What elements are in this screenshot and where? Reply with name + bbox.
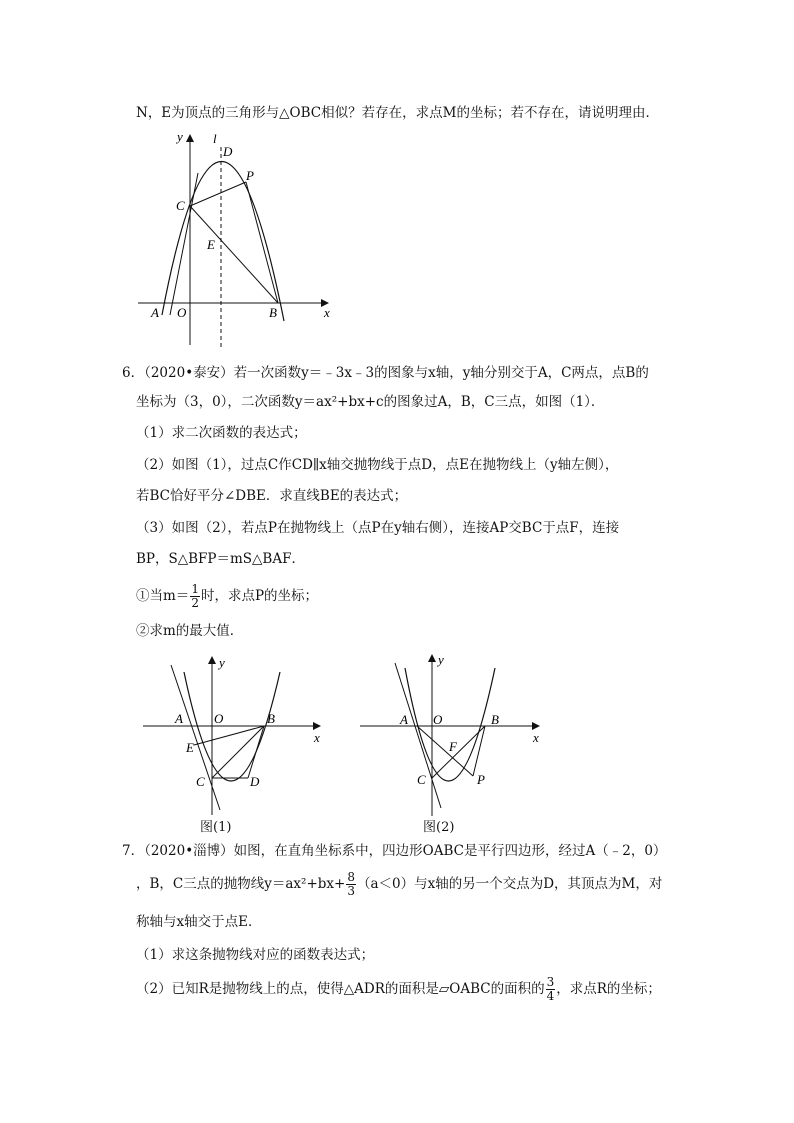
fig2-label-f: F xyxy=(449,739,457,754)
q6-sub2-text: 求m的最大值． xyxy=(149,623,244,639)
figure-1-svg xyxy=(138,650,338,835)
label-b: B xyxy=(269,305,277,320)
q7-line1: 7．（2020•淄博）如图，在直角坐标系中，四边形OABC是平行四边形，经过A（﹣2，0） xyxy=(122,843,667,859)
q6-part3a: （3）如图（2），若点P在抛物线上（点P在y轴右侧），连接AP交BC于点F，连接 xyxy=(136,520,620,536)
fig1-label-e: E xyxy=(186,740,194,755)
label-c: C xyxy=(176,198,185,213)
label-x: x xyxy=(324,305,330,320)
label-e: E xyxy=(207,237,215,252)
line-ac xyxy=(170,173,198,315)
fig1-label-o: O xyxy=(214,711,224,726)
q7-part2-pre: （2）已知R是抛物线上的点，使得△ADR的面积是▱OABC的面积的 xyxy=(136,981,545,997)
fig1-label-b: B xyxy=(267,711,275,726)
q7-part2-post: ，求点R的坐标； xyxy=(556,981,661,997)
fig2-parabola xyxy=(405,668,495,781)
q6-sub1-mark: ① xyxy=(136,588,150,604)
fig2-label-o: O xyxy=(433,712,443,727)
q6-sub2 xyxy=(136,622,243,640)
fig1-label-x: x xyxy=(314,730,320,745)
q6-sub1-pre: 当m＝ xyxy=(149,588,190,604)
figure-1 xyxy=(138,650,338,835)
fig2-label-y: y xyxy=(438,652,444,667)
fig2-label-x: x xyxy=(533,730,539,745)
fig2-caption: 图(2) xyxy=(423,820,455,835)
segment-cp xyxy=(190,182,246,206)
q6-sub1-fraction xyxy=(190,583,200,610)
fig2-segment-bp xyxy=(473,726,485,776)
label-a: A xyxy=(151,305,159,320)
figure-2-svg xyxy=(355,648,555,835)
q7-line2-num: 8 xyxy=(347,870,355,884)
q7-part2-fraction xyxy=(546,976,556,1003)
q7-part1: （1）求这条抛物线对应的函数表达式； xyxy=(136,947,375,963)
parabola xyxy=(162,161,284,321)
fig1-label-d: D xyxy=(250,774,260,789)
label-l: l xyxy=(213,131,217,146)
fig1-caption: 图(1) xyxy=(200,820,232,835)
label-o: O xyxy=(177,305,187,320)
figure-2 xyxy=(355,648,555,835)
q6-part3b: BP，S△BFP＝mS△BAF． xyxy=(136,551,305,567)
q7-line2-pre: ，B，C三点的抛物线y＝ax²+bx+ xyxy=(136,876,346,892)
q6-part2b: 若BC恰好平分∠DBE．求直线BE的表达式； xyxy=(136,488,408,504)
q6-line1: 6．（2020•泰安）若一次函数y＝﹣3x﹣3的图象与x轴，y轴分别交于A，C两点，点B的 xyxy=(122,365,649,381)
fig2-label-b: B xyxy=(491,712,499,727)
intro-line: N，E为顶点的三角形与△OBC相似？若存在，求点M的坐标；若不存在，请说明理由． xyxy=(136,105,659,121)
fig2-label-a: A xyxy=(400,712,408,727)
fig2-label-p: P xyxy=(477,772,485,787)
fig2-label-c: C xyxy=(417,772,426,787)
q6-sub1-post: 时，求点P的坐标； xyxy=(200,588,319,604)
q6-sub1-den: 2 xyxy=(191,596,199,610)
q6-line2: 坐标为（3，0），二次函数y＝ax²+bx+c的图象过A，B，C三点，如图（1）． xyxy=(136,394,605,410)
q7-part2-den: 4 xyxy=(546,989,555,1003)
q6-part1: （1）求二次函数的表达式； xyxy=(136,425,307,441)
label-p: P xyxy=(246,168,254,183)
q7-line2-post: （a＜0）与x轴的另一个交点为D，其顶点为M，对 xyxy=(356,876,663,892)
figure-top-svg xyxy=(130,125,345,350)
q7-line2-den: 3 xyxy=(347,884,355,898)
fig2-segment-cb xyxy=(432,726,485,778)
q6-sub1-num: 1 xyxy=(191,582,199,596)
q6-sub1 xyxy=(136,581,318,611)
q7-line2 xyxy=(136,868,662,900)
q6-part2a: （2）如图（1），过点C作CD∥x轴交抛物线于点D，点E在抛物线上（y轴左侧）， xyxy=(136,457,619,473)
figure-top xyxy=(130,125,345,350)
label-d: D xyxy=(223,144,233,159)
fig1-label-y: y xyxy=(219,655,225,670)
fig1-label-c: C xyxy=(196,774,205,789)
label-y: y xyxy=(177,129,183,144)
q7-line3: 称轴与x轴交于点E． xyxy=(136,914,262,930)
fig1-segment-eb xyxy=(194,726,264,745)
q6-sub2-mark: ② xyxy=(136,623,150,639)
q7-part2-num: 3 xyxy=(546,975,555,989)
fig1-label-a: A xyxy=(175,711,183,726)
q7-line2-fraction xyxy=(346,871,356,898)
q7-part2 xyxy=(136,973,661,1005)
